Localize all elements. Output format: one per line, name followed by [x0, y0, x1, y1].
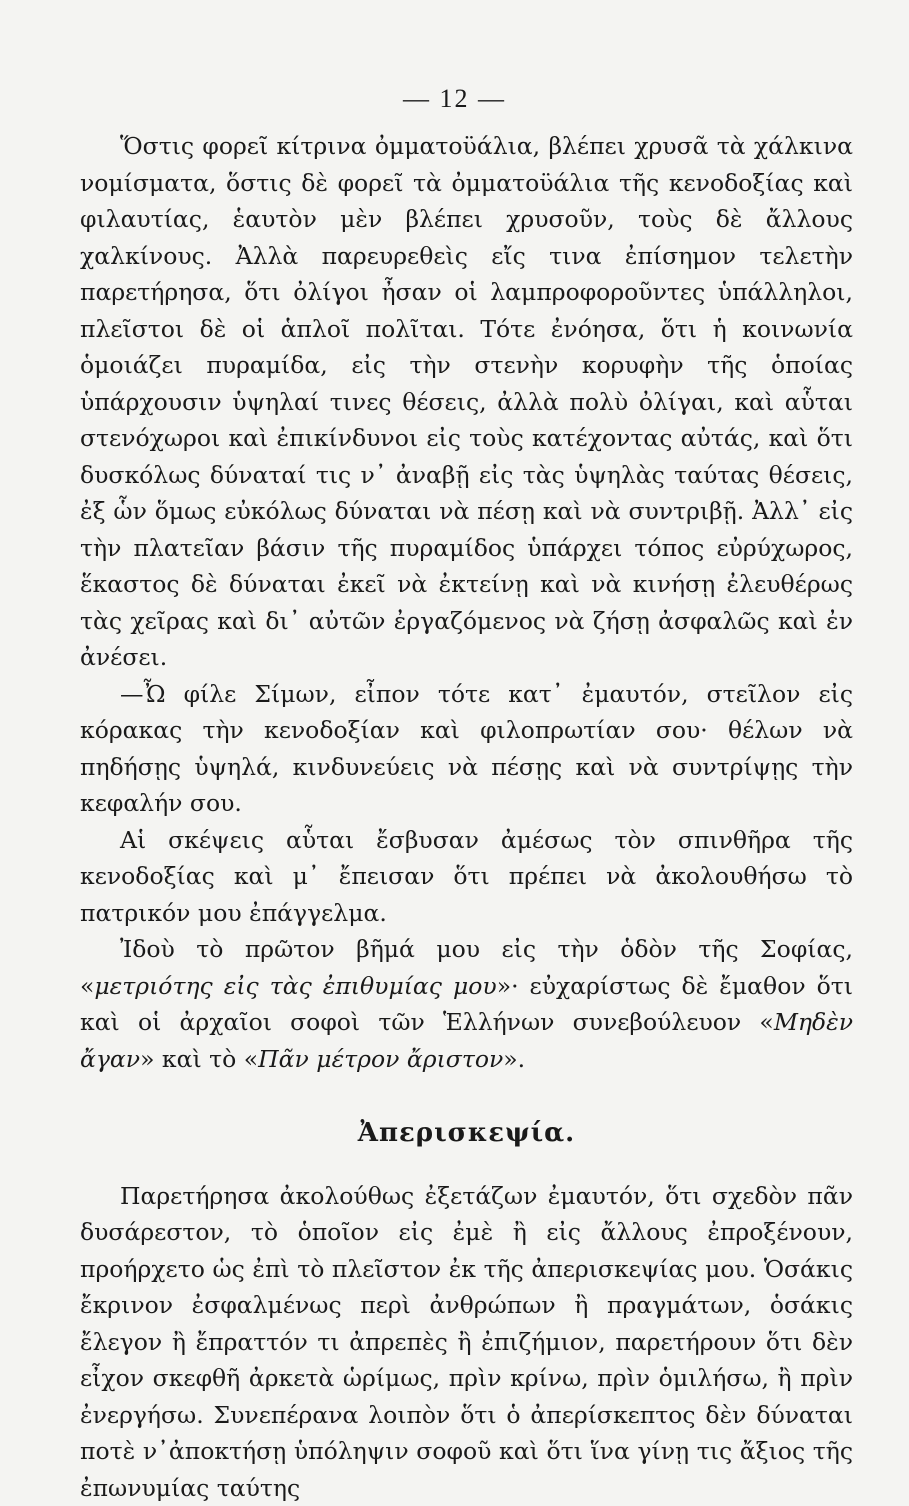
section-heading: Ἀπερισκεψία. — [80, 1115, 853, 1152]
quote-metriotis: μετριότης εἰς τὰς ἐπιθυμίας μου — [94, 972, 496, 1000]
paragraph-3: Αἱ σκέψεις αὗται ἔσβυσαν ἀμέσως τὸν σπινθῆρα τῆς κενοδοξίας καὶ μ᾽ ἔπεισαν ὅτι πρέπει νὰ ἀκολουθήσω τὸ πατρικόν μου ἐπάγγελμα. — [80, 822, 853, 932]
page-number: — 12 — — [0, 84, 909, 114]
paragraph-4 — [80, 931, 853, 1077]
paragraph-4-tail: ». — [503, 1045, 525, 1073]
paragraph-4-mid2: » καὶ τὸ « — [140, 1045, 258, 1073]
page-body — [80, 128, 853, 1506]
paragraph-4-mid: »· εὐχαρίστως δὲ ἔμαθον ὅτι καὶ οἱ ἀρχαῖοι σοφοὶ τῶν Ἑλλήνων συνεβούλευον « — [80, 972, 853, 1037]
paragraph-5: Παρετήρησα ἀκολούθως ἐξετάζων ἐμαυτόν, ὅτι σχεδὸν πᾶν δυσάρεστον, τὸ ὁποῖον εἰς ἐμὲ ἢ εἰς ἄλλους ἐπροξένουν, προήρχετο ὡς ἐπὶ τὸ πλεῖστον ἐκ τῆς ἀπερισκεψίας μου. Ὁσάκις ἔκρινον ἐσφαλμένως περὶ ἀνθρώπων ἢ πραγμάτων, ὁσάκις ἔλεγον ἢ ἔπραττόν τι ἀπρεπὲς ἢ ἐπιζήμιον, παρετήρουν ὅτι δὲν εἶχον σκεφθῆ ἀρκετὰ ὡρίμως, πρὶν κρίνω, πρὶν ὁμιλήσω, ἢ πρὶν ἐνεργήσω. Συνεπέρανα λοιπὸν ὅτι ὁ ἀπερίσκεπτος δὲν δύναται ποτὲ ν᾽ἀποκτήσῃ ὑπόληψιν σοφοῦ καὶ ὅτι ἵνα γίνῃ τις ἄξιος τῆς ἐπωνυμίας ταύτης — [80, 1178, 853, 1506]
quote-pan-metron: Πᾶν μέτρον ἄριστον — [258, 1045, 503, 1073]
paragraph-1: Ὅστις φορεῖ κίτρινα ὀμματοϋάλια, βλέπει χρυσᾶ τὰ χάλκινα νομίσματα, ὅστις δὲ φορεῖ τὰ ὀμματοϋάλια τῆς κενοδοξίας καὶ φιλαυτίας, ἑαυτὸν μὲν βλέπει χρυσοῦν, τοὺς δὲ ἄλλους χαλκίνους. Ἀλλὰ παρευρεθεὶς εἴς τινα ἐπίσημον τελετὴν παρετήρησα, ὅτι ὀλίγοι ἦσαν οἱ λαμπροφοροῦντες ὑπάλληλοι, πλεῖστοι δὲ οἱ ἁπλοῖ πολῖται. Τότε ἐνόησα, ὅτι ἡ κοινωνία ὁμοιάζει πυραμίδα, εἰς τὴν στενὴν κορυφὴν τῆς ὁποίας ὑπάρχουσιν ὑψηλαί τινες θέσεις, ἀλλὰ πολὺ ὀλίγαι, καὶ αὗται στενόχωροι καὶ ἐπικίνδυνοι εἰς τοὺς κατέχοντας αὐτάς, καὶ ὅτι δυσκόλως δύναταί τις ν᾽ ἀναβῇ εἰς τὰς ὑψηλὰς ταύτας θέσεις, ἐξ ὧν ὅμως εὐκόλως δύναται νὰ πέσῃ καὶ νὰ συντριβῇ. Ἀλλ᾽ εἰς τὴν πλατεῖαν βάσιν τῆς πυραμίδος ὑπάρχει τόπος εὐρύχωρος, ἕκαστος δὲ δύναται ἐκεῖ νὰ ἐκτείνῃ καὶ νὰ κινήσῃ ἐλευθέρως τὰς χεῖρας καὶ δι᾽ αὐτῶν ἐργαζόμενος νὰ ζήσῃ ἀσφαλῶς καὶ ἐν ἀνέσει. — [80, 128, 853, 676]
paragraph-2: —Ὦ φίλε Σίμων, εἶπον τότε κατ᾽ ἐμαυτόν, στεῖλον εἰς κόρακας τὴν κενοδοξίαν καὶ φιλοπρωτίαν σου· θέλων νὰ πηδήσῃς ὑψηλά, κινδυνεύεις νὰ πέσῃς καὶ νὰ συντρίψῃς τὴν κεφαλήν σου. — [80, 676, 853, 822]
quote-miden-agan: Μηδὲν ἄγαν — [80, 1008, 853, 1073]
paragraph-4-lead: Ἰδοὺ τὸ πρῶτον βῆμά μου εἰς τὴν ὁδὸν τῆς Σοφίας, « — [80, 935, 853, 1000]
